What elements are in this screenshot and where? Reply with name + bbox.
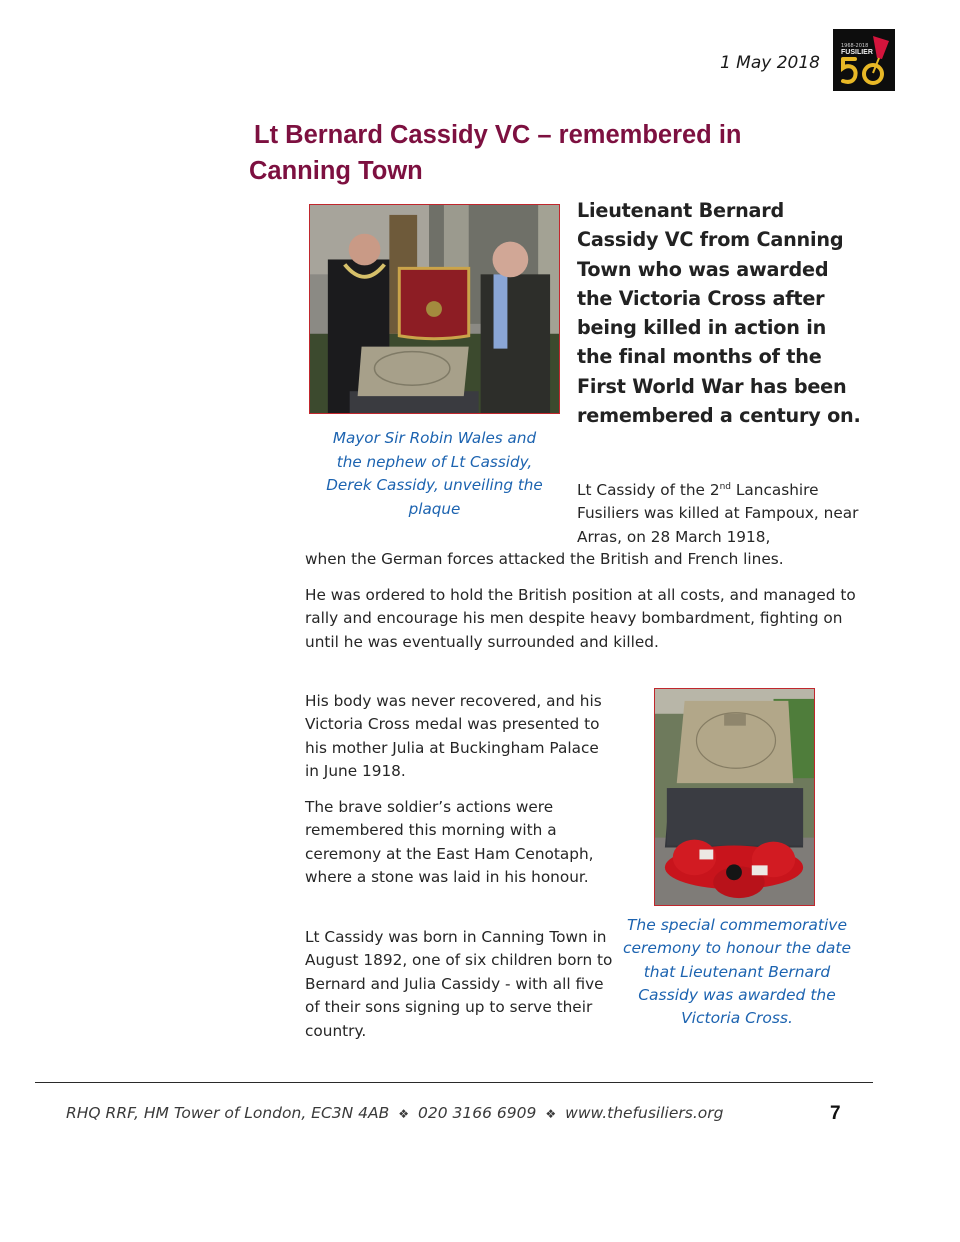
- article-lead: Lieutenant Bernard Cassidy VC from Canning Town who was awarded the Victoria Cross after being killed in action in the final months of the First World War has been remembered a century on.: [577, 199, 861, 428]
- paragraph-3: His body was never recovered, and his Victoria Cross medal was presented to his mother Julia at Buckingham Palace in June 1918.: [305, 692, 602, 781]
- svg-text:1968-2018: 1968-2018: [841, 43, 869, 49]
- fusilier-50-logo-graphic: [833, 29, 895, 91]
- photo-2-caption: The special commemorative ceremony to honour the date that Lieutenant Bernard Cassidy was awarded the Victoria Cross.: [622, 916, 851, 1028]
- paragraph-1-start: Lt Cassidy of the 2: [577, 481, 720, 499]
- ordinal-suffix: nd: [719, 482, 731, 492]
- footer-contact: [66, 1104, 826, 1122]
- article-title-line-2: Canning Town: [249, 157, 423, 185]
- plaque-unveiling-image: [310, 205, 559, 413]
- paragraph-2: He was ordered to hold the British position at all costs, and managed to rally and encourage his men despite heavy bombardment, fighting on until he was eventually surrounded and killed.: [305, 586, 856, 651]
- paragraph-1-rest: Lancashire Fusiliers was killed at Fampoux, near Arras, on 28 March 1918,: [577, 481, 859, 546]
- paragraph-1: [577, 479, 867, 549]
- photo-1-caption: Mayor Sir Robin Wales and the nephew of Lt Cassidy, Derek Cassidy, unveiling the plaque: [326, 429, 543, 518]
- footer-website-link[interactable]: www.thefusiliers.org: [565, 1104, 724, 1122]
- diamond-separator-icon: ❖: [545, 1107, 557, 1121]
- memorial-stone-photo: [654, 688, 815, 906]
- footer-phone: 020 3166 6909: [418, 1104, 537, 1122]
- memorial-stone-image: [655, 689, 814, 905]
- page-number: 7: [830, 1103, 841, 1124]
- diamond-separator-icon: ❖: [398, 1107, 410, 1121]
- article-title: [249, 117, 809, 189]
- footer-address: RHQ RRF, HM Tower of London, EC3N 4AB: [66, 1104, 390, 1122]
- paragraph-4: The brave soldier’s actions were remembered this morning with a ceremony at the East Ham Cenotaph, where a stone was laid in his honour.: [305, 798, 594, 887]
- fusilier-50-logo: [833, 29, 895, 91]
- svg-text:FUSILIER: FUSILIER: [841, 49, 873, 56]
- paragraph-5: Lt Cassidy was born in Canning Town in August 1892, one of six children born to Bernard and Julia Cassidy - with all five of their sons signing up to serve their country.: [305, 928, 613, 1040]
- plaque-unveiling-photo: [309, 204, 560, 414]
- paragraph-1-continued: when the German forces attacked the British and French lines.: [305, 550, 784, 568]
- footer-divider: [35, 1082, 873, 1083]
- issue-date: 1 May 2018: [719, 53, 820, 73]
- article-title-line-1: Lt Bernard Cassidy VC – remembered in: [254, 121, 742, 149]
